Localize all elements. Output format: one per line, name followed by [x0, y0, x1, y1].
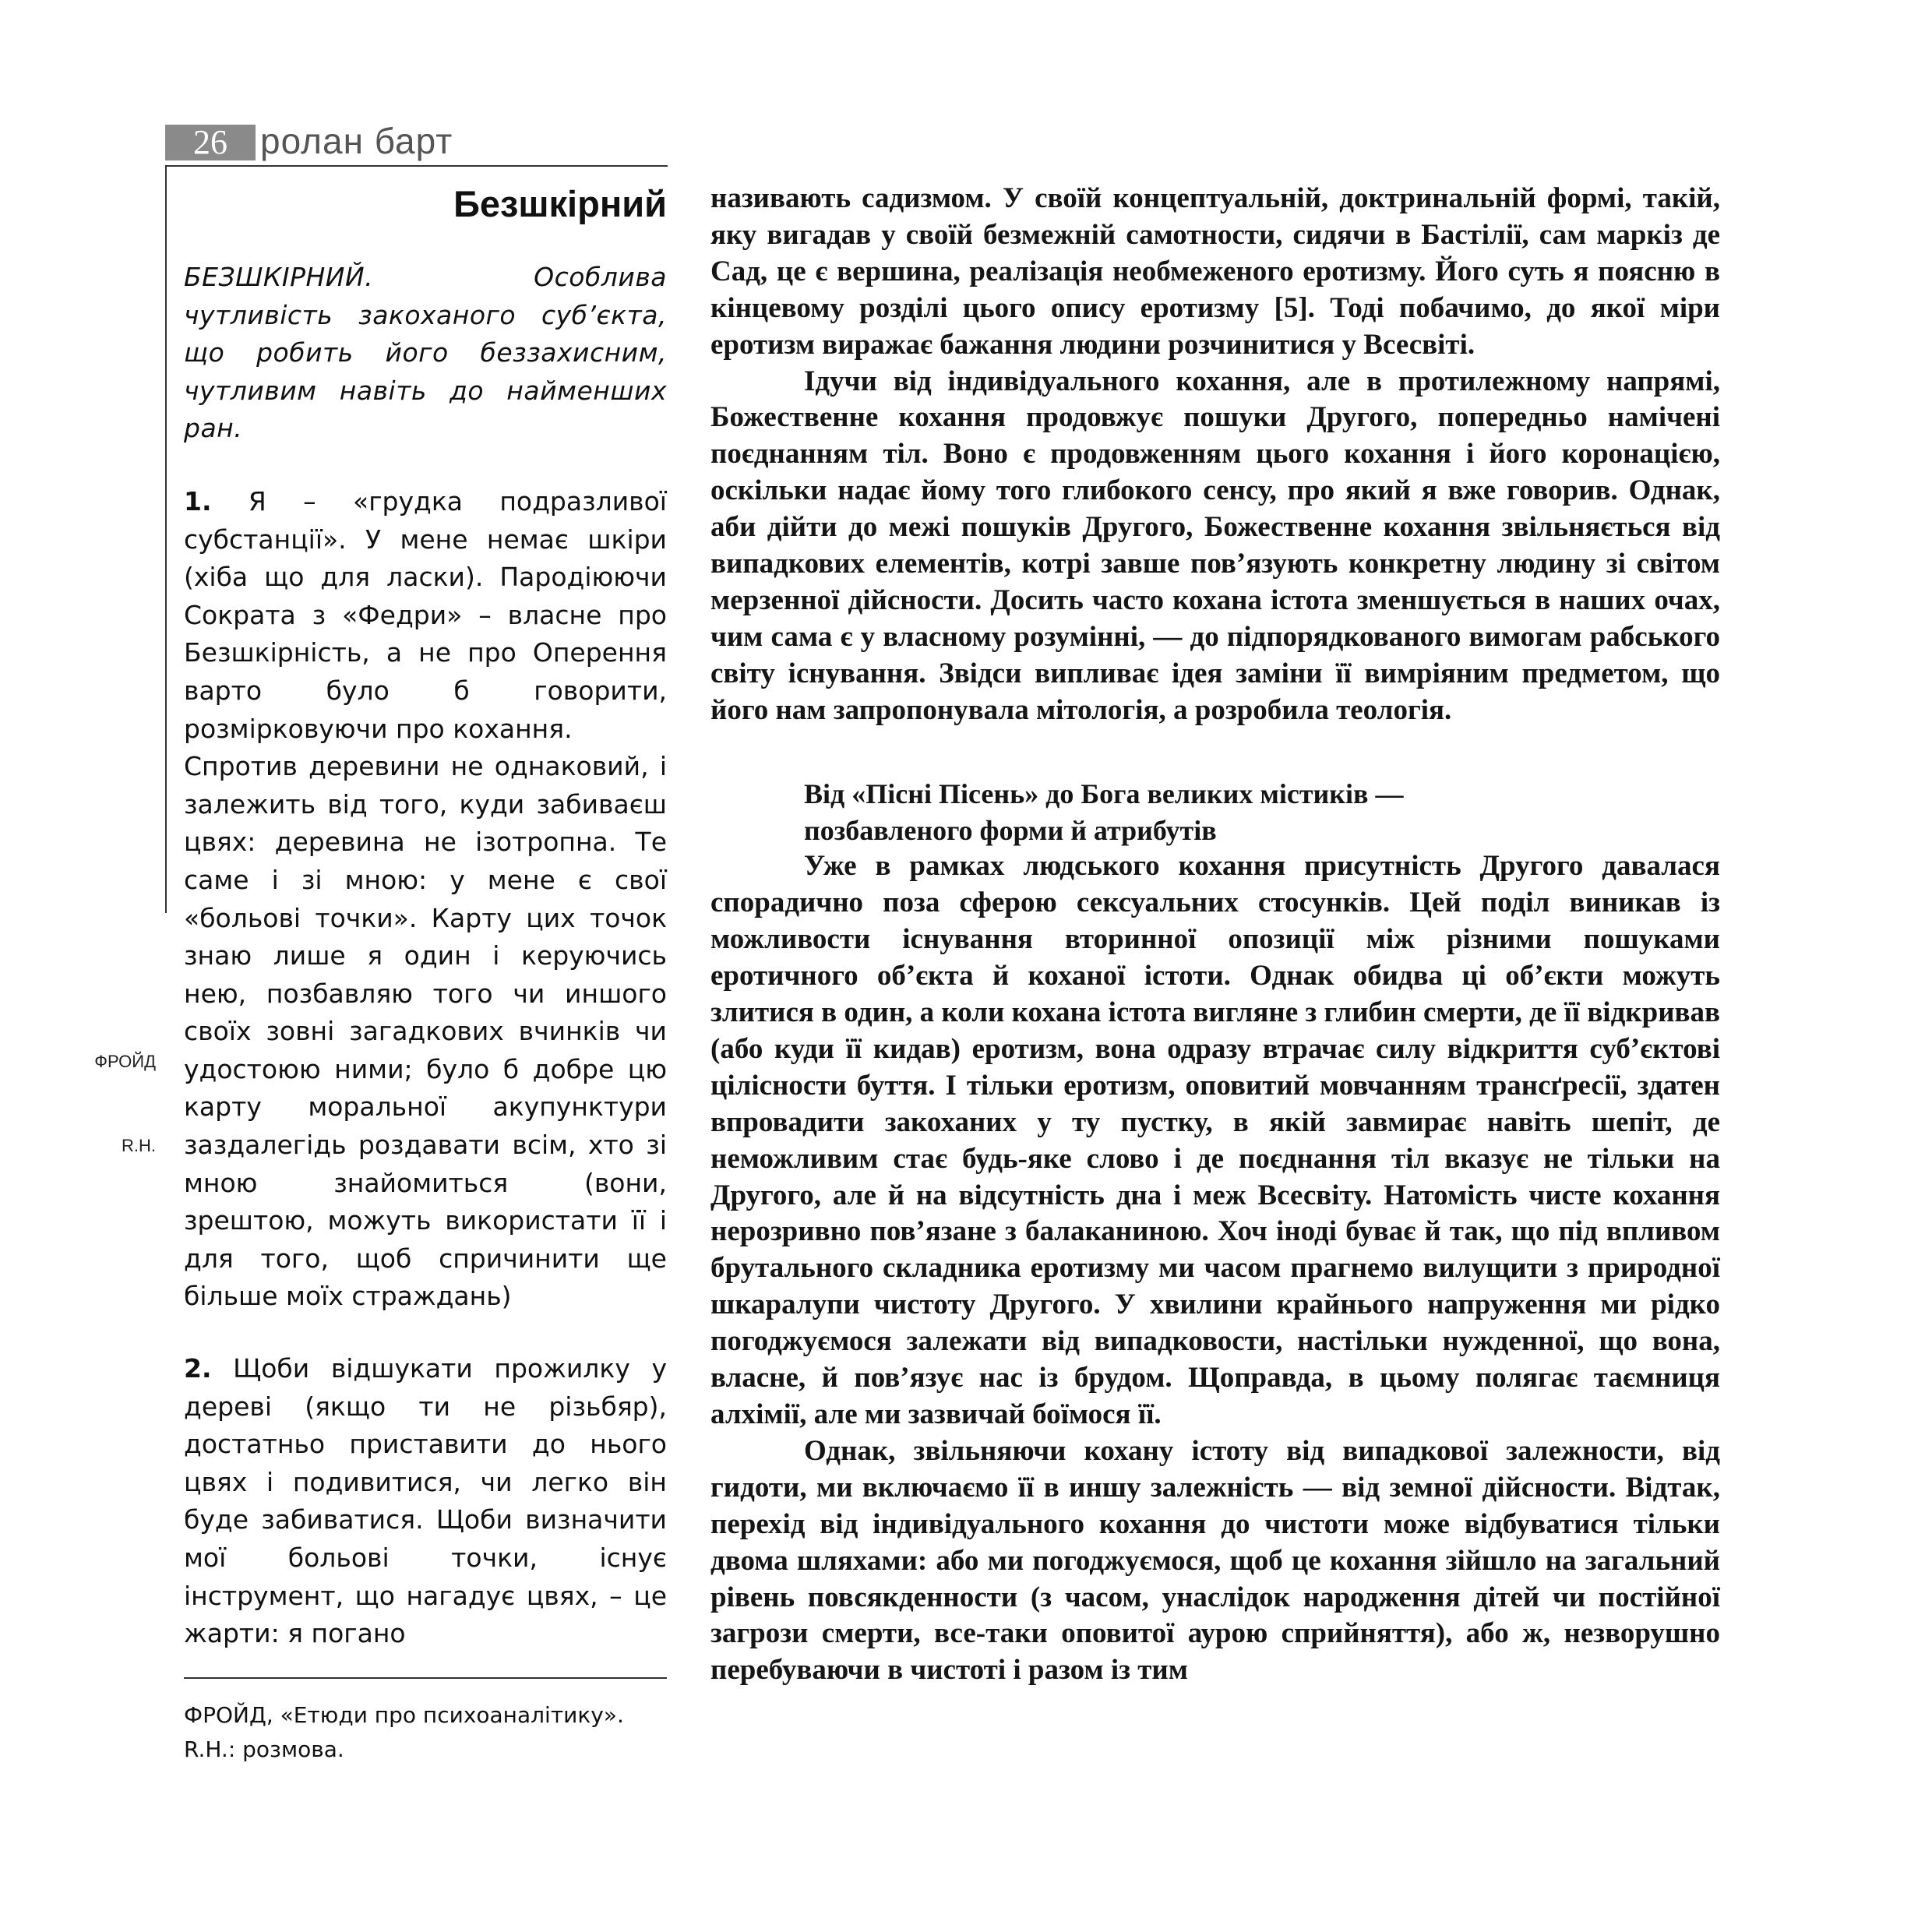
entry-definition: БЕЗШКІРНИЙ. Особлива чутливість закоханого суб’єкта, що робить його беззахисним, чутливим навіть до найменших ран.: [184, 262, 667, 444]
page-number: 26: [165, 125, 256, 160]
right-paragraph-3: Уже в рамках людського кохання присутність Другого давалася спорадично поза сферою сексуальних стосунків. Цей поділ виникав із можливости існування вторинної опозиції між різними пошуками еротичного об’єкта й коханої істоти. Однак обидва ці об’єкти можуть злитися в один, а коли кохана істота вигляне з глибин смерти, де її відкривав (або куди її кидав) еротизм, вона одразу втрачає силу відкриття суб’єктові цілісности буття. І тільки еротизм, оповитий мовчанням трансґресії, здатен впровадити закоханих у ту пустку, в якій завмирає навіть шепіт, де неможливим стає будь-яке слово і де поєднання тіл вказує не тільки на Другого, але й на відсутність дна і меж Всесвіту. Натомість чисте кохання нерозривно пов’язане з балаканиною. Хоч іноді буває й так, що під впливом брутального складника еротизму ми часом прагнемо вилущити з природної шкаралупи чистоту Другого. У хвилини крайнього напруження ми рідко погоджуємося залежати від випадковости, настільки нужденної, що вона, власне, й пов’язує нас із брудом. Щоправда, в цьому полягає таємниця алхімії, але ми зазвичай боїмося її.: [710, 850, 1720, 1430]
subheading-line-1: Від «Пісні Пісень» до Бога великих містиків —: [804, 777, 1404, 809]
section-1-paragraph-2: Спротив деревини не однаковий, і залежить від того, куди забиваєш цвях: деревина не ізотропна. Те саме і зі мною: у мене є свої «больові точки». Карту цих точок знаю лише я один і керуючись нею, позбавляю того чи иншого своїх зовні загадкових вчинків чи удостоюю ними; було б добре цю карту моральної акупунктури заздалегідь роздавати всім, хто зі мною знайомиться (вони, зрештою, можуть використати її і для того, щоб спричинити ще більше моїх страждань): [184, 751, 667, 1312]
page-header: [165, 121, 668, 161]
running-head: ролан барт: [260, 121, 453, 161]
right-paragraph-1: називають садизмом. У своїй концептуальній, доктринальній формі, такій, яку вигадав у своїй безмежній самотности, сидячи в Бастілії, сам маркіз де Сад, це є вершина, реалізація необмеженого еротизму. Його суть я поясню в кінцевому розділі цього опису еротизму [5]. Тоді побачимо, до якої міри еротизм виражає бажання людини розчинитися у Всесвіті.: [710, 182, 1720, 361]
right-column: [710, 181, 1720, 1689]
section-subheading: [804, 776, 1720, 849]
footnote-rule: [184, 1677, 667, 1679]
left-vertical-rule: [165, 165, 167, 913]
section-2-paragraph-1: [184, 1350, 667, 1653]
section-2-number: 2.: [184, 1353, 212, 1384]
right-paragraph-4: Однак, звільняючи кохану істоту від випадкової залежности, від гидоти, ми включаємо її в иншу залежність — від земної дійсности. Відтак, перехід від індивідуального кохання до чистоти може відбуватися тільки двома шляхами: або ми погоджуємося, щоб це кохання зійшло на загальний рівень повсякденности (з часом, унаслідок народження дітей чи постійної загрози смерти, все-таки оповитої аурою сприйняття), або ж, незворушно перебуваючи в чистоті і разом із тим: [710, 1434, 1720, 1687]
header-rule: [165, 165, 668, 167]
section-1-number: 1.: [184, 485, 212, 516]
subheading-line-2: позбавленого форми й атрибутів: [804, 814, 1217, 846]
footnote-rh: R.H.: розмова.: [184, 1736, 344, 1762]
section-2-text-1: Щоби відшукати прожилку у дереві (якщо ти не різьбяр), достатньо приставити до нього цвях і подивитися, чи легко він буде забиватися. Щоби визначити мої больові точки, існує інструмент, що нагадує цвях, – це жарти: я погано: [184, 1353, 667, 1649]
right-paragraph-2: Ідучи від індивідуального кохання, але в протилежному напрямі, Божественне кохання продовжує пошуки Другого, попередньо намічені поєднанням тіл. Воно є продовженням цього кохання і його коронацією, оскільки надає йому того глибокого сенсу, про який я вже говорив. Однак, аби дійти до межі пошуків Другого, Божественне кохання звільняється від випадкових елементів, котрі завше пов’язують конкретну людину зі світом мерзенної дійсности. Досить часто кохана істота зменшується в наших очах, чим сама є у власному розумінні, — до підпорядкованого вимогам рабського світу існування. Звідси випливає ідея заміни її вимріяним предметом, що його нам запропонувала мітологія, а розробила теологія.: [710, 365, 1720, 726]
footnotes: [184, 1698, 667, 1767]
margin-note-freud: ФРОЙД: [94, 1052, 156, 1071]
section-1-text-1: Я – «грудка подразливої субстанції». У мене немає шкіри (хіба що для ласки). Пародіюючи Сократа з «Федри» – власне про Безшкірність, а не про Оперення варто було б говорити, розмірковуючи про кохання.: [184, 485, 667, 744]
entry-title: Безшкірний: [453, 183, 667, 224]
left-column: [184, 181, 667, 1653]
footnote-freud: ФРОЙД, «Етюди про психоаналітику».: [184, 1702, 624, 1728]
section-1-paragraph-1: [184, 483, 667, 748]
margin-note-rh: R.H.: [122, 1136, 156, 1155]
